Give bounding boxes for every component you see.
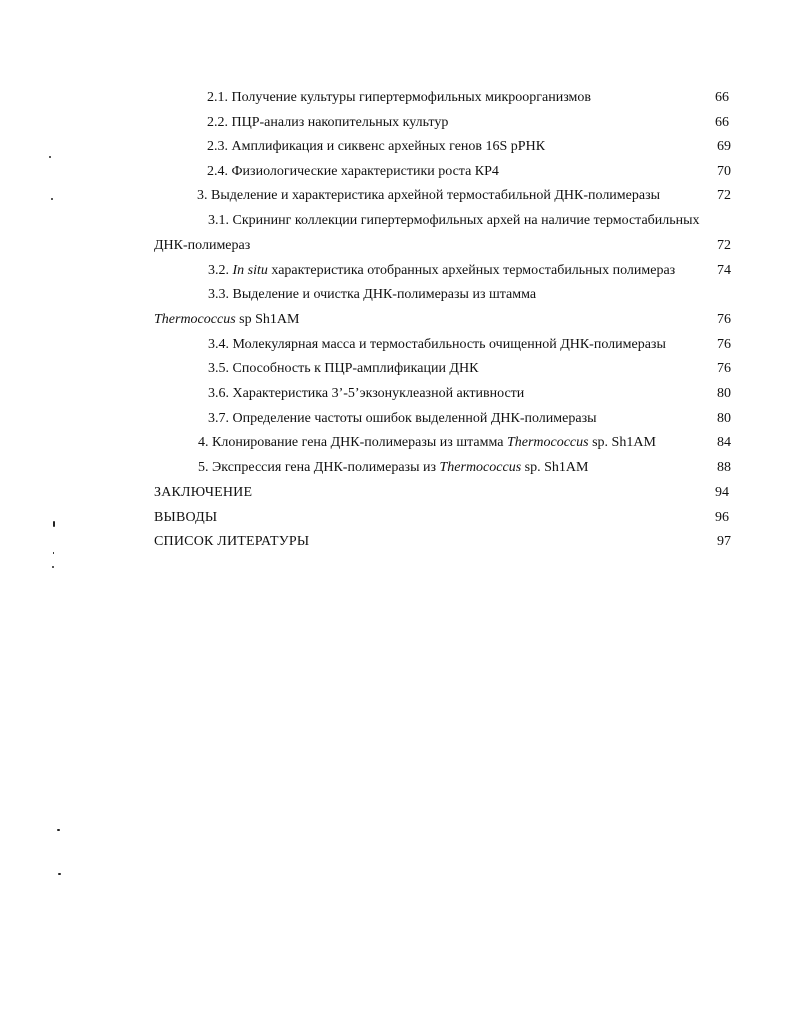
toc-entry-prefix: 3.2. (208, 263, 233, 278)
toc-entry-prefix: 4. Клонирование гена ДНК-полимеразы из штамма (198, 435, 507, 450)
toc-entry-title: 2.2. ПЦР-анализ накопительных культур (207, 115, 449, 130)
toc-entry-5 (198, 459, 588, 477)
toc-entry-3-3-continuation (154, 311, 299, 329)
toc-page-number: 80 (717, 386, 731, 401)
scan-speck (53, 552, 54, 554)
toc-entry-suffix: sp. Sh1AM (588, 435, 656, 450)
toc-page-number: 76 (717, 337, 731, 352)
toc-entry-italic: Thermococcus (154, 312, 236, 327)
scan-speck (52, 566, 54, 568)
toc-entry-title: ВЫВОДЫ (154, 510, 218, 525)
toc-entry-prefix: 5. Экспрессия гена ДНК-полимеразы из (198, 460, 440, 475)
toc-entry-references (154, 533, 309, 551)
toc-entry-2-1 (207, 89, 591, 107)
toc-page-number: 66 (715, 90, 729, 105)
toc-entry-3-5 (208, 360, 478, 378)
scan-speck (49, 156, 51, 158)
toc-page-number: 97 (717, 534, 731, 549)
scan-speck (53, 521, 55, 527)
toc-entry-3-3 (208, 286, 536, 304)
toc-page-number: 96 (715, 510, 729, 525)
toc-entry-3-6 (208, 385, 524, 403)
toc-entry-findings (154, 509, 217, 527)
toc-entry-suffix: характеристика отобранных архейных термостабильных полимераз (267, 263, 676, 278)
toc-entry-title: 3. Выделение и характеристика архейной термостабильной ДНК-полимеразы (197, 188, 661, 203)
toc-entry-3-2 (208, 262, 675, 280)
toc-page-number: 70 (717, 164, 731, 179)
scan-speck (51, 198, 53, 200)
toc-entry-3-7 (208, 410, 597, 428)
scan-speck (58, 873, 61, 875)
toc-entry-2-4 (207, 163, 499, 181)
toc-page-number: 74 (717, 263, 731, 278)
toc-entry-title: СПИСОК ЛИТЕРАТУРЫ (154, 534, 310, 549)
toc-entry-title: 3.7. Определение частоты ошибок выделенной ДНК-полимеразы (208, 411, 597, 426)
toc-entry-title-continuation: ДНК-полимераз (154, 238, 251, 253)
toc-entry-4 (198, 434, 656, 452)
toc-entry-3-1-continuation (154, 237, 250, 255)
toc-page-number: 72 (717, 238, 731, 253)
toc-entry-title: 3.3. Выделение и очистка ДНК-полимеразы из штамма (208, 287, 537, 302)
toc-entry-title: 2.4. Физиологические характеристики роста КР4 (207, 164, 499, 179)
toc-entry-2-3 (207, 138, 545, 156)
toc-page-number: 88 (717, 460, 731, 475)
scan-speck (57, 829, 60, 831)
toc-entry-title: ЗАКЛЮЧЕНИЕ (154, 485, 253, 500)
toc-page-number: 76 (717, 361, 731, 376)
toc-entry-title: 2.3. Амплификация и сиквенс архейных генов 16S рРНК (207, 139, 546, 154)
toc-page-number: 66 (715, 115, 729, 130)
toc-entry-title: 3.5. Способность к ПЦР-амплификации ДНК (208, 361, 479, 376)
toc-page-number: 94 (715, 485, 729, 500)
toc-page-number: 84 (717, 435, 731, 450)
toc-entry-title: 3.6. Характеристика 3’-5’экзонуклеазной активности (208, 386, 525, 401)
toc-entry-conclusion (154, 484, 252, 502)
toc-entry-title: 2.1. Получение культуры гипертермофильных микроорганизмов (207, 90, 591, 105)
toc-entry-3-1 (208, 212, 700, 230)
toc-entry-title: 3.4. Молекулярная масса и термостабильность очищенной ДНК-полимеразы (208, 337, 666, 352)
toc-entry-title: 3.1. Скрининг коллекции гипертермофильных архей на наличие термостабильных (208, 213, 700, 228)
toc-entry-suffix: sp Sh1AM (235, 312, 300, 327)
toc-entry-italic: Thermococcus (439, 460, 522, 475)
toc-entry-suffix: sp. Sh1AM (521, 460, 589, 475)
toc-page-number: 80 (717, 411, 731, 426)
toc-entry-italic: In situ (232, 263, 268, 278)
toc-page-number: 72 (717, 188, 731, 203)
toc-entry-3-4 (208, 336, 666, 354)
toc-entry-3 (197, 187, 660, 205)
toc-entry-2-2 (207, 114, 448, 132)
toc-page-number: 69 (717, 139, 731, 154)
toc-entry-italic: Thermococcus (506, 435, 589, 450)
toc-page-number: 76 (717, 312, 731, 327)
